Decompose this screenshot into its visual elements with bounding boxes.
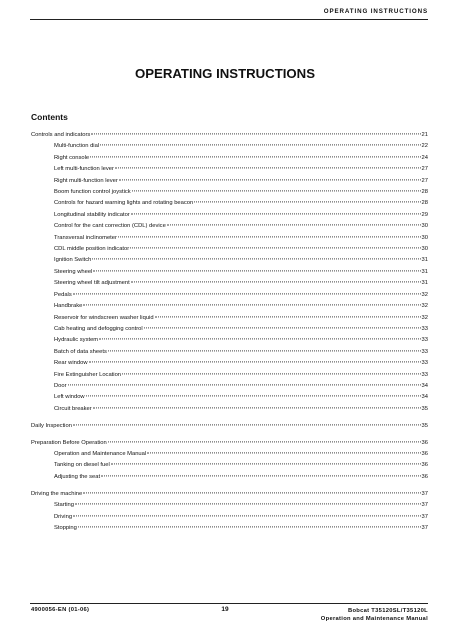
toc-entry-label: Starting: [54, 502, 74, 509]
toc-entry-page: 36: [421, 473, 428, 480]
toc-entry-page: 37: [421, 513, 428, 520]
toc-entry-page: 33: [421, 337, 428, 344]
toc-dot-leader: [89, 362, 421, 363]
toc-entry-label: Right console: [54, 154, 90, 161]
toc-dot-leader: [131, 282, 421, 283]
toc-dot-leader: [92, 259, 420, 260]
toc-subentry[interactable]: [31, 244, 428, 255]
toc-entry-label: Left multi-function lever: [54, 166, 114, 173]
toc-entry-label: Stopping: [54, 524, 77, 531]
toc-entry-page: 36: [421, 462, 428, 469]
toc-entry-label: Multi-function dial: [54, 143, 100, 150]
toc-dot-leader: [122, 373, 421, 374]
toc-subentry[interactable]: [31, 381, 428, 392]
toc-entry-page: 33: [421, 325, 428, 332]
toc-subentry[interactable]: [31, 290, 428, 301]
toc-dot-leader: [73, 293, 421, 294]
toc-entry-label: Controls for hazard warning lights and rotating beacon: [54, 200, 194, 207]
toc-dot-leader: [144, 327, 421, 328]
contents-heading: Contents: [31, 112, 68, 122]
toc-subentry[interactable]: [31, 176, 428, 187]
toc-entry-label: Steering wheel tilt adjustment: [54, 280, 130, 287]
toc-entry-page: 29: [421, 211, 428, 218]
toc-subentry[interactable]: [31, 301, 428, 312]
toc-entry-label: Reservoir for windscreen washer liquid: [54, 314, 154, 321]
toc-dot-leader: [108, 441, 421, 442]
toc-entry-label: Transversal inclinometer: [54, 234, 117, 241]
toc-entry[interactable]: [31, 130, 428, 141]
header-divider: [30, 19, 428, 20]
toc-dot-leader: [78, 526, 421, 527]
toc-subentry[interactable]: [31, 347, 428, 358]
toc-entry-label: Tanking on diesel fuel: [54, 462, 110, 469]
toc-dot-leader: [100, 145, 420, 146]
toc-entry-label: Operation and Maintenance Manual: [54, 450, 147, 457]
toc-subentry[interactable]: [31, 153, 428, 164]
toc-dot-leader: [90, 156, 420, 157]
toc-subentry[interactable]: [31, 335, 428, 346]
toc-entry-page: 31: [421, 257, 428, 264]
toc-entry-page: 32: [421, 291, 428, 298]
toc-dot-leader: [101, 475, 420, 476]
toc-dot-leader: [93, 270, 420, 271]
toc-dot-leader: [83, 492, 420, 493]
toc-dot-leader: [111, 464, 421, 465]
toc-entry-page: 24: [421, 154, 428, 161]
toc-subentry[interactable]: [31, 141, 428, 152]
toc-entry-page: 37: [421, 502, 428, 509]
toc-entry-page: 35: [421, 405, 428, 412]
toc-subentry[interactable]: [31, 460, 428, 471]
toc-entry-page: 36: [421, 450, 428, 457]
toc-entry-page: 35: [421, 422, 428, 429]
toc-entry-page: 33: [421, 348, 428, 355]
toc-entry-label: Door: [54, 382, 67, 389]
toc-dot-leader: [194, 202, 420, 203]
toc-entry-label: Boom function control joystick: [54, 189, 131, 196]
toc-entry-page: 27: [421, 166, 428, 173]
toc-entry-label: Fire Extinguisher Location: [54, 371, 122, 378]
toc-subentry[interactable]: [31, 187, 428, 198]
toc-entry[interactable]: [31, 489, 428, 500]
toc-section: [31, 438, 428, 484]
toc-entry-page: 30: [421, 234, 428, 241]
toc-subentry[interactable]: [31, 267, 428, 278]
toc-subentry[interactable]: [31, 233, 428, 244]
toc-entry-page: 32: [421, 314, 428, 321]
toc-dot-leader: [155, 316, 421, 317]
toc-dot-leader: [147, 452, 420, 453]
toc-entry-label: Daily Inspection: [31, 422, 72, 429]
toc-entry-page: 21: [421, 132, 428, 138]
toc-entry[interactable]: [31, 421, 428, 432]
model-name: Bobcat T35120SL/T35120L: [347, 608, 428, 614]
toc-subentry[interactable]: [31, 404, 428, 415]
toc-entry-label: Handbrake: [54, 303, 83, 310]
toc-entry-label: Driving the machine: [31, 490, 83, 497]
toc-dot-leader: [131, 213, 421, 214]
toc-entry-page: 31: [421, 268, 428, 275]
toc-entry-label: Hydraulic system: [54, 337, 99, 344]
toc-dot-leader: [91, 133, 420, 134]
toc-entry-label: Pedals: [54, 291, 72, 298]
toc-entry-page: 36: [421, 439, 428, 446]
toc-dot-leader: [73, 424, 421, 425]
page-title: OPERATING INSTRUCTIONS: [135, 66, 315, 81]
toc-subentry[interactable]: [31, 512, 428, 523]
toc-dot-leader: [118, 236, 421, 237]
toc-entry-label: Preparation Before Operation: [31, 439, 107, 446]
footer-product: [321, 607, 428, 623]
toc-entry-page: 30: [421, 223, 428, 230]
toc-subentry[interactable]: [31, 164, 428, 175]
toc-entry-page: 27: [421, 177, 428, 184]
toc-entry-page: 28: [421, 189, 428, 196]
running-header: OPERATING INSTRUCTIONS: [323, 8, 428, 15]
toc-entry-page: 37: [421, 490, 428, 497]
toc-entry-label: Left window: [54, 394, 85, 401]
toc-entry-page: 34: [421, 382, 428, 389]
toc-dot-leader: [99, 339, 420, 340]
toc-entry-label: Controls and indicators: [31, 132, 91, 138]
toc-entry-label: CDL middle position indicator: [54, 246, 130, 253]
toc-entry-label: Adjusting the seat: [54, 473, 101, 480]
toc-subentry[interactable]: [31, 449, 428, 460]
toc-subentry[interactable]: [31, 210, 428, 221]
toc-entry-label: Driving: [54, 513, 73, 520]
toc-subentry[interactable]: [31, 358, 428, 369]
toc-entry-page: 33: [421, 360, 428, 367]
toc-dot-leader: [68, 384, 421, 385]
toc-dot-leader: [119, 179, 421, 180]
toc-dot-leader: [86, 396, 421, 397]
toc-entry-label: Steering wheel: [54, 268, 93, 275]
toc-section: [31, 130, 428, 415]
document-code: 4900056-EN (01-06): [31, 607, 90, 613]
toc-entry-page: 22: [421, 143, 428, 150]
toc-dot-leader: [130, 247, 420, 248]
toc-entry-label: Right multi-function lever: [54, 177, 118, 184]
toc-subentry[interactable]: [31, 370, 428, 381]
toc-subentry[interactable]: [31, 500, 428, 511]
toc-dot-leader: [108, 350, 421, 351]
toc-entry-label: Rear window: [54, 360, 88, 367]
toc-entry[interactable]: [31, 438, 428, 449]
toc-dot-leader: [83, 304, 420, 305]
toc-subentry[interactable]: [31, 392, 428, 403]
toc-dot-leader: [73, 515, 421, 516]
toc-entry-label: Longitudinal stability indicator: [54, 211, 130, 218]
toc-entry-label: Cab heating and defogging control: [54, 325, 143, 332]
toc-entry-page: 31: [421, 280, 428, 287]
toc-subentry[interactable]: [31, 255, 428, 266]
toc-entry-page: 28: [421, 200, 428, 207]
toc-subentry[interactable]: [31, 313, 428, 324]
toc-subentry[interactable]: [31, 324, 428, 335]
toc-entry-page: 30: [421, 246, 428, 253]
toc-subentry[interactable]: [31, 221, 428, 232]
manual-name: Operation and Maintenance Manual: [320, 616, 428, 622]
toc-subentry[interactable]: [31, 523, 428, 534]
toc-entry-label: Ignition Switch: [54, 257, 92, 264]
page-number: 19: [221, 606, 229, 613]
toc-entry-page: 33: [421, 371, 428, 378]
toc-entry-page: 32: [421, 303, 428, 310]
toc-dot-leader: [75, 503, 421, 504]
toc-subentry[interactable]: [31, 278, 428, 289]
table-of-contents: [31, 130, 428, 540]
toc-entry-label: Control for the cant correction (CDL) device: [54, 223, 166, 230]
toc-dot-leader: [93, 407, 421, 408]
toc-section: [31, 421, 428, 432]
toc-entry-page: 37: [421, 524, 428, 531]
toc-entry-label: Circuit breaker: [54, 405, 92, 412]
toc-subentry[interactable]: [31, 472, 428, 483]
toc-dot-leader: [115, 168, 421, 169]
toc-subentry[interactable]: [31, 198, 428, 209]
toc-dot-leader: [132, 190, 421, 191]
toc-entry-label: Batch of data sheets: [54, 348, 107, 355]
toc-entry-page: 34: [421, 394, 428, 401]
toc-section: [31, 489, 428, 535]
footer-divider: [30, 603, 428, 604]
toc-dot-leader: [167, 225, 421, 226]
